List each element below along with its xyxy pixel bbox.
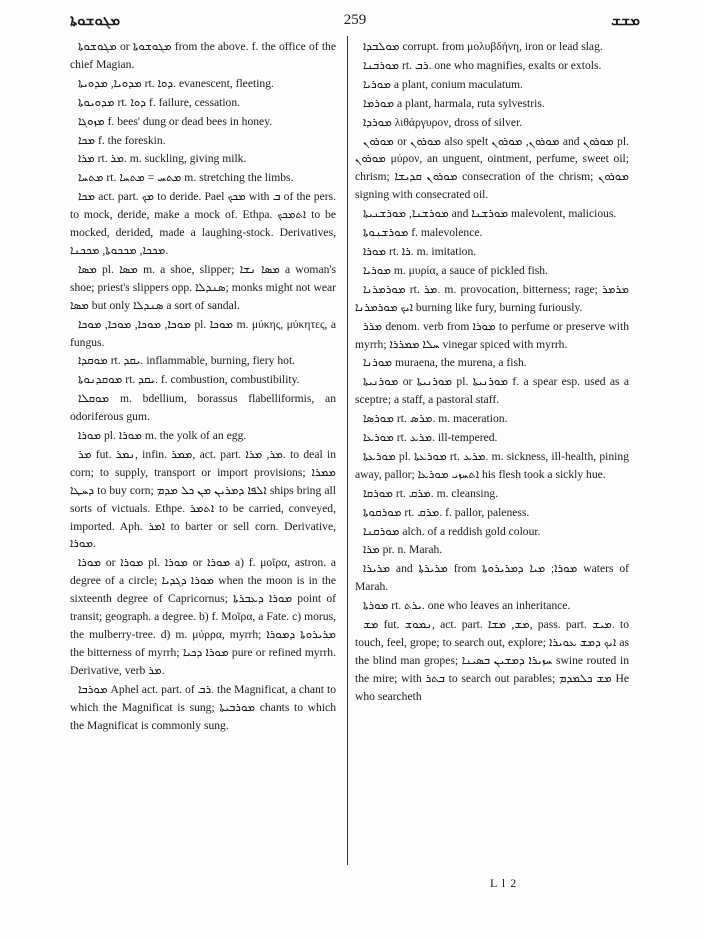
header-left-word: ܡܓܘܫܘܬܐ (70, 13, 121, 29)
dictionary-entry: ܡܘܩܕܐ rt. ܝܩܕ. inflammable, burning, fiery hot. (78, 354, 296, 368)
dictionary-entry: ܡܘܪܫܢܐ, ܡܘܪܫܢܝܬܐ and ܡܘܪܫܢܐ malevolent, malicious. (363, 207, 617, 221)
dictionary-entry: ܡܓܘܫܘܬܐ or ܡܓܘܫܘܬܐ from the above. f. the office of the chief Magian. (70, 40, 336, 71)
dictionary-entry: ܡܘܪܩܐ rt. ܡܪܩ. m. cleansing. (363, 486, 499, 500)
column-divider (347, 36, 348, 865)
dictionary-entry: ܡܘܪܥܐ rt. ܡܪܥ. ill-tempered. (363, 431, 498, 445)
dictionary-entry: ܡܪ fut. ܢܡܪ, infin. ܡܡܪ, act. part. ܡܪ, ܡܪܐ. to deal in corn; to supply, transport or import provisions; ܡܡܪܐ ܕܚܛܐ to buy corn; ܐܠܦܐ ܕܡܪܝܢ ܡܢ ܟܠ ܡܕܡ ships bring all sorts of victuals. Ethpe. ܐܬܡܪ to be carried, conveyed, imported. Aph. ܐܡܪ to barter or sell corn. Derivative, ܡܘܪܐ. (70, 447, 337, 551)
dictionary-entry: ܡܘܪܣܐ rt. ܡܪܣ. m. maceration. (363, 412, 508, 426)
dictionary-entry: ܡܘܪܬܐ rt. ܝܪܬ. one who leaves an inheritance. (363, 599, 571, 613)
dictionary-entry: ܡܘܪܡܪܢܐ rt. ܡܪ. m. provocation, bitterness; rage; ܡܪܡܪ ܐܝܟ ܡܘܪܡܪܢܐ burning like fury, burning furiously. (355, 282, 629, 314)
dictionary-entry: ܡܘܪܝܐ m. μυρία, a sauce of pickled fish. (363, 263, 548, 277)
dictionary-entry: ܡܘܪܒܐ Aphel act. part. of ܪܒ. the Magnificat, a chant to which the Magnificat is sung; ܡܘܪܒܝܬܐ chants to which the Magnificat is commonly sung. (70, 682, 336, 732)
dictionary-entry: ܡܘܩܠܐ m. bdellium, borassus flabelliformis, an odoriferous gum. (70, 392, 336, 424)
dictionary-entry: ܡܪܪ denom. verb from ܡܘܪܐ to perfume or preserve with myrrh; ܚܠܐ ܡܡܪܪܐ vinegar spiced with myrrh. (355, 319, 629, 351)
right-column (355, 38, 629, 707)
dictionary-entry: ܡܘܪܩܘܬܐ rt. ܡܪܩ. f. pallor, paleness. (363, 505, 530, 519)
dictionary-entry: ܡܪܐ rt. ܡܪ. m. suckling, giving milk. (78, 152, 247, 166)
dictionary-entry: ܡܟܐ f. the foreskin. (78, 133, 166, 147)
page-header (70, 10, 640, 34)
dictionary-entry: ܡܘܠܒܕܐ corrupt. from μολυβδήνη, iron or lead slag. (363, 40, 603, 53)
dictionary-entry: ܡܙܘܓܐ f. bees' dung or dead bees in honey. (78, 114, 273, 128)
dictionary-entry: ܡܕܘܝܘܬܐ rt. ܕܘܐ f. failure, cessation. (78, 95, 241, 109)
dictionary-entry: ܡܘܪܡܐ a plant, harmala, ruta sylvestris. (363, 96, 545, 110)
dictionary-entry: ܡܟܐ act. part. ܡܟ to deride. Pael ܡܟܟ with ܒ of the pers. to mock, deride, make a mock of. Ethpa. ܐܬܡܟܟ to be mocked, derided, made a laughing-stock. Derivatives, ܡܟܟܐ, ܡܟܟܘܬܐ, ܡܟܟܢܐ. (70, 190, 336, 257)
dictionary-entry: ܡܘܪܢܝܬܐ or ܡܘܪܢܝܬܐ pl. ܡܘܪܢܝܬܐ f. a spear esp. used as a sceptre; a staff, a pastoral staff. (355, 375, 629, 407)
dictionary-entry: ܡܫ fut. ܢܡܘܫ, act. part. ܡܫ, ܡܫܐ, pass. part. ܡܝܫ. to touch, feel, grope; to search out, explore; ܐܝܟ ܕܡܫ ܥܘܝܪܐ as the blind man gropes; ܚܙܝܪܐ ܕܡܫܝܢ ܒܣܝܢܐ swine routed in the mire; with ܒܬܪ to search out parables; ܡܫ ܟܠܡܕܡ He who searcheth (355, 618, 629, 703)
dictionary-entry: ܡܘܪܩܢܐ alch. of a reddish gold colour. (363, 524, 541, 538)
dictionary-entry: ܡܘܪܢܐ muraena, the murena, a fish. (363, 356, 527, 370)
signature-mark: L l 2 (490, 876, 518, 890)
dictionary-entry: ܡܪܝܪܐ and ܡܪܝܪܬܐ from ܡܘܪܐ; ܡܝܐ ܕܡܪܝܪܘܬܐ waters of Marah. (355, 562, 629, 594)
header-right-word: ܡܫܫ (611, 13, 640, 29)
dictionary-entry: ܡܘܪܐ pl. ܡܘܪܐ m. the yolk of an egg. (78, 429, 247, 443)
dictionary-entry: ܡܘܟܐ, ܡܘܟܐ, ܡܘܟܐ, ܡܘܟܐ pl. ܡܘܟܐ m. μύκης, μύκητες, a fungus. (70, 317, 336, 349)
dictionary-entry: ܡܘܪܐ or ܡܘܪܐ pl. ܡܘܪܐ or ܡܘܪܐ a) f. μοῖρα, astron. a degree of a circle; ܡܘܪܐ ܕܓܕܝܐ when the moon is in the sixteenth degree of Capricornus; ܡܘܪܐ ܕܥܒܪܬܐ point of transit; geograph. a degree. b) f. Μοῖρα, a Fate. c) morus, the mulberry-tree. d) m. μύρρα, myrrh; ܡܪܝܪܘܬܐ ܕܡܘܪܐ the bitterness of myrrh; ܡܘܪܐ ܕܟܝܐ pure or refined myrrh. Derivative, verb ܡܪ. (70, 556, 336, 677)
dictionary-entry: ܡܘܪܐ rt. ܪܐ. m. imitation. (363, 244, 477, 258)
dictionary-entry: ܡܘܪܫܢܘܬܐ f. malevolence. (363, 226, 483, 240)
dictionary-entry: ܡܘܩܕܢܘܬܐ rt. ܝܩܕ. f. combustion, combustibility. (78, 373, 300, 387)
dictionary-entry: ܡܘܪܥܬܐ pl. ܡܘܪܥܬܐ rt. ܡܪܥ. m. sickness, ill-health, pining away, pallor; ܐܬܚܙܝ ܡܘܪܥܐ his flesh took a sickly hue. (355, 449, 629, 481)
dictionary-entry: ܡܣܐ pl. ܡܣܐ m. a shoe, slipper; ܡܣܐ ܢܫܐ a woman's shoe; priest's slippers opp. ܣܢܕܠܐ; monks might not wear ܡܣܐ but only ܣܢܕܠܐ a sort of sandal. (70, 262, 336, 312)
dictionary-entry: ܡܘܪܕܐ λιθάργυρον, dross of silver. (363, 115, 523, 129)
dictionary-entry: ܡܕܘܝܐ, ܡܕܘܝܬܐ rt. ܕܘܐ. evanescent, fleeting. (78, 76, 274, 90)
dictionary-entry: ܡܘܪܝܐ a plant, conium maculatum. (363, 77, 523, 91)
left-column (70, 38, 336, 735)
dictionary-entry: ܡܬܚܐ rt. ܡܬܚ = ܡܬܚܐ m. stretching the limbs. (78, 171, 294, 185)
dictionary-entry: ܡܪܐ pr. n. Marah. (363, 543, 443, 557)
dictionary-entry: ܡܘܪܒܢܐ rt. ܪܒ. one who magnifies, exalts or extols. (363, 58, 602, 72)
page-number: 259 (343, 12, 367, 28)
dictionary-entry: ܡܘܪܘܢ or ܡܘܪܘܢ also spelt ܡܘܪܘܢ, ܡܘܪܘܢ and ܡܘܪܘܢ pl. ܡܘܪܘܢ μύρον, an unguent, ointment, perfume, sweet oil; chrism; ܡܘܪܘܢ ܩܕܝܫܐ consecration of the chrism; ܡܘܪܘܢ signing with consecrated oil. (355, 134, 629, 202)
